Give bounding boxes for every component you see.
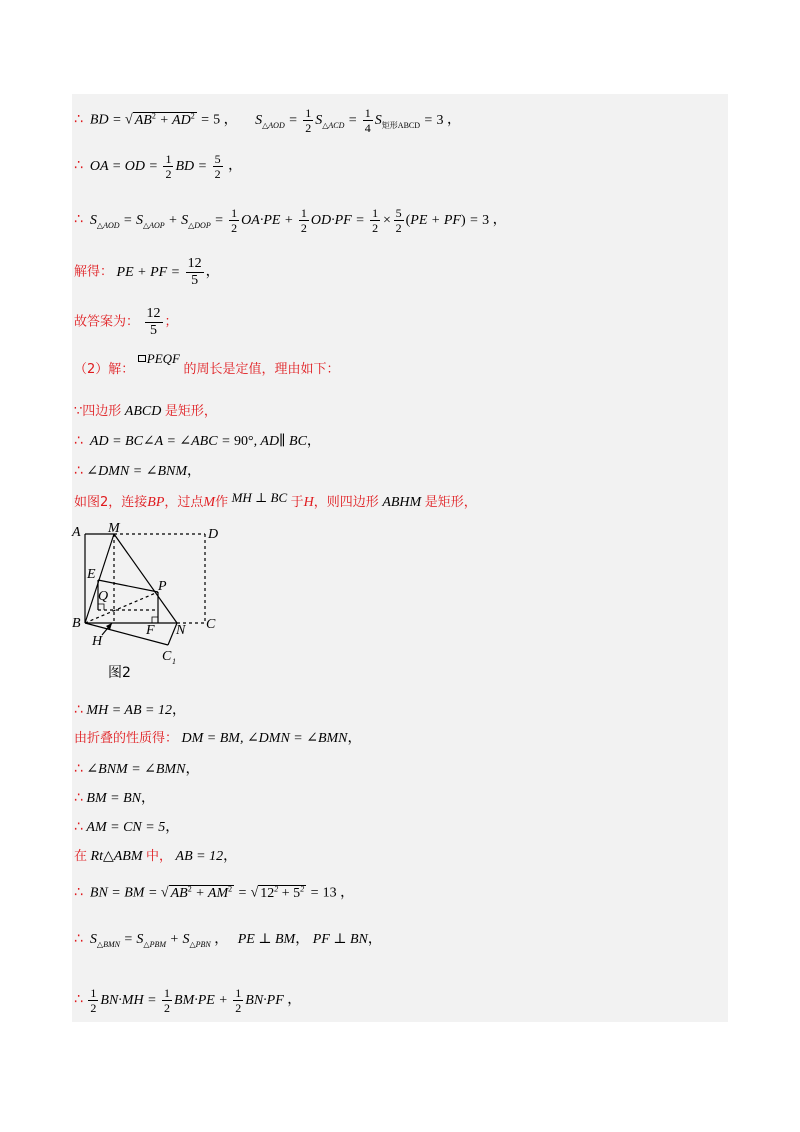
- fold-property-label: 由折叠的性质得：: [74, 731, 179, 746]
- bm-bn-formula: BM = BN: [86, 791, 141, 806]
- bn-bm-formula: BN = BM = √ $AB^2 + AM^2$ = √ $12^2 + 5^2 = 13$: [86, 884, 337, 901]
- label-m: M: [108, 521, 120, 536]
- line-10: [74, 490, 477, 512]
- perpendicular-formula: PE ⊥ BM， PF ⊥ BN: [237, 932, 368, 947]
- connect-label: 如图2，连接: [74, 495, 148, 510]
- line-2: ∴ OA = OD = $\frac{1}{2}$ BD = $\frac{5}{2}$ ，: [74, 152, 243, 181]
- line-16: 在 Rt△ABM 中， AB = 12，: [74, 849, 238, 864]
- mh-ab-formula: MH = AB = 12: [86, 703, 172, 718]
- line-4: 解得： PE + PF = $\frac{12}{5}$ ，: [74, 256, 220, 288]
- is-rectangle: 是矩形，: [164, 404, 217, 419]
- label-c: C: [206, 617, 216, 632]
- parallelogram-pegf: PEQF: [138, 351, 180, 366]
- shape-abcd: ABCD: [124, 404, 162, 419]
- segment-bp: BP: [147, 495, 165, 510]
- ad-bc-formula: AD = BC∠A = ∠ABC = 90°, AD∥ BC: [86, 434, 307, 449]
- line-13: ∴ ∠BNM = ∠BMN，: [74, 761, 200, 777]
- angle-formula-2: ∠BNM = ∠BMN: [86, 762, 186, 777]
- area-sum-formula-2: $S_{\triangle BMN} = S_{\triangle PBM} + S_{\triangle PBN}$: [86, 932, 211, 949]
- bd-formula: BD = √ $AB^2 + AD^2 = 5$: [86, 111, 221, 128]
- line-5: 故答案为： $\frac{12}{5}$ ；: [74, 306, 178, 338]
- in-suffix: 中，: [146, 849, 173, 864]
- draw-label: 作: [215, 495, 229, 510]
- at-label: 于: [290, 495, 304, 510]
- point-h: H: [303, 495, 314, 510]
- part2-label: （2）解：: [74, 362, 135, 377]
- shape-abhm: ABHM: [382, 495, 422, 510]
- fold-formula: DM = BM, ∠DMN = ∠BMN: [181, 731, 348, 746]
- label-p: P: [158, 579, 167, 594]
- figure-caption: 图2: [108, 665, 131, 681]
- then-quad-label: ，则四边形: [313, 495, 379, 510]
- label-b: B: [72, 616, 81, 631]
- am-cn-formula: AM = CN = 5: [86, 820, 166, 835]
- line-14: ∴ BM = BN，: [74, 790, 155, 806]
- in-label: 在: [74, 849, 88, 864]
- geometry-figure: [70, 520, 240, 685]
- label-c1-sub: 1: [172, 657, 176, 666]
- line-6: [74, 351, 340, 379]
- pe-pf-formula: PE + PF = $\frac{12}{5}$: [116, 256, 202, 288]
- line-3: ∴ $S_{\triangle AOD} = S_{\triangle AOP} + S_{\triangle DOP}$ = $\frac{1}{2}$ OA·PE + $\frac{1}{2}$ OD·PF = $\frac{1}{2}$ × $\frac{5}{2}$ (PE + PF) = 3 ，: [74, 206, 507, 235]
- answer-label: 故答案为：: [74, 314, 140, 330]
- area-sum-formula: $S_{\triangle AOD} = S_{\triangle AOP} + S_{\triangle DOP}$ = $\frac{1}{2}$ OA·PE + $\frac{1}{2}$ OD·PF = $\frac{1}{2}$ × $\frac{5}{2}$ (PE + PF) = 3: [86, 206, 490, 235]
- solve-label: 解得：: [74, 264, 114, 280]
- ab-value: AB = 12: [175, 849, 224, 864]
- line-17: ∴ BN = BM = √ $AB^2 + AM^2$ = √ $12^2 + 5^2 = 13$ ，: [74, 884, 355, 901]
- because-quadrilateral: ∵四边形: [74, 404, 122, 419]
- part2-reason: 的周长是定值，理由如下：: [183, 362, 340, 377]
- point-m: M: [203, 495, 216, 510]
- area-formula: $S_{\triangle AOD}$ = $\frac{1}{2}$ $S_{\triangle ACD}$ = $\frac{1}{4}$ $S_{矩形ABCD} = 3$: [255, 106, 444, 135]
- label-d: D: [208, 527, 219, 542]
- line-8: ∴ AD = BC∠A = ∠ABC = 90°, AD∥ BC，: [74, 433, 321, 449]
- label-f: F: [146, 623, 155, 638]
- label-c1: C: [162, 649, 172, 664]
- line-12: 由折叠的性质得： DM = BM, ∠DMN = ∠BMN，: [74, 731, 362, 746]
- label-q: Q: [98, 589, 109, 604]
- line-11: ∴ MH = AB = 12，: [74, 702, 186, 718]
- line-9: ∴ ∠DMN = ∠BNM，: [74, 463, 201, 479]
- through-point: ，过点: [164, 495, 204, 510]
- angle-formula-1: ∠DMN = ∠BNM: [86, 464, 187, 479]
- line-7: [74, 403, 217, 421]
- is-rectangle-2: 是矩形，: [424, 495, 477, 510]
- label-n: N: [176, 623, 186, 638]
- line-19: ∴ $\frac{1}{2}$ BN·MH = $\frac{1}{2}$ BM·PE + $\frac{1}{2}$ BN·PF ，: [74, 986, 302, 1015]
- mh-perp-bc: MH ⊥ BC: [231, 490, 288, 505]
- answer-value: $\frac{12}{5}$: [146, 306, 161, 338]
- label-a: A: [72, 525, 81, 540]
- final-area-formula: $\frac{1}{2}$ BN·MH = $\frac{1}{2}$ BM·PE + $\frac{1}{2}$ BN·PF: [90, 986, 288, 1015]
- oa-od-formula: OA = OD = $\frac{1}{2}$ BD = $\frac{5}{2}$: [86, 152, 221, 181]
- therefore-symbol: ∴: [74, 111, 83, 128]
- line-15: ∴ AM = CN = 5，: [74, 819, 180, 835]
- line-18: ∴ $S_{\triangle BMN} = S_{\triangle PBM} + S_{\triangle PBN}$ ， PE ⊥ BM， PF ⊥ BN，: [74, 931, 382, 949]
- label-e: E: [87, 567, 96, 582]
- triangle-abm: Rt△ABM: [90, 849, 143, 864]
- label-h: H: [92, 634, 103, 649]
- line-1: ∴ BD = √ $AB^2 + AD^2 = 5$ ， $S_{\triangle AOD}$ = $\frac{1}{2}$ $S_{\triangle ACD}$ = $\frac{1}{4}$ $S_{矩形ABCD} = 3$ ，: [74, 106, 461, 135]
